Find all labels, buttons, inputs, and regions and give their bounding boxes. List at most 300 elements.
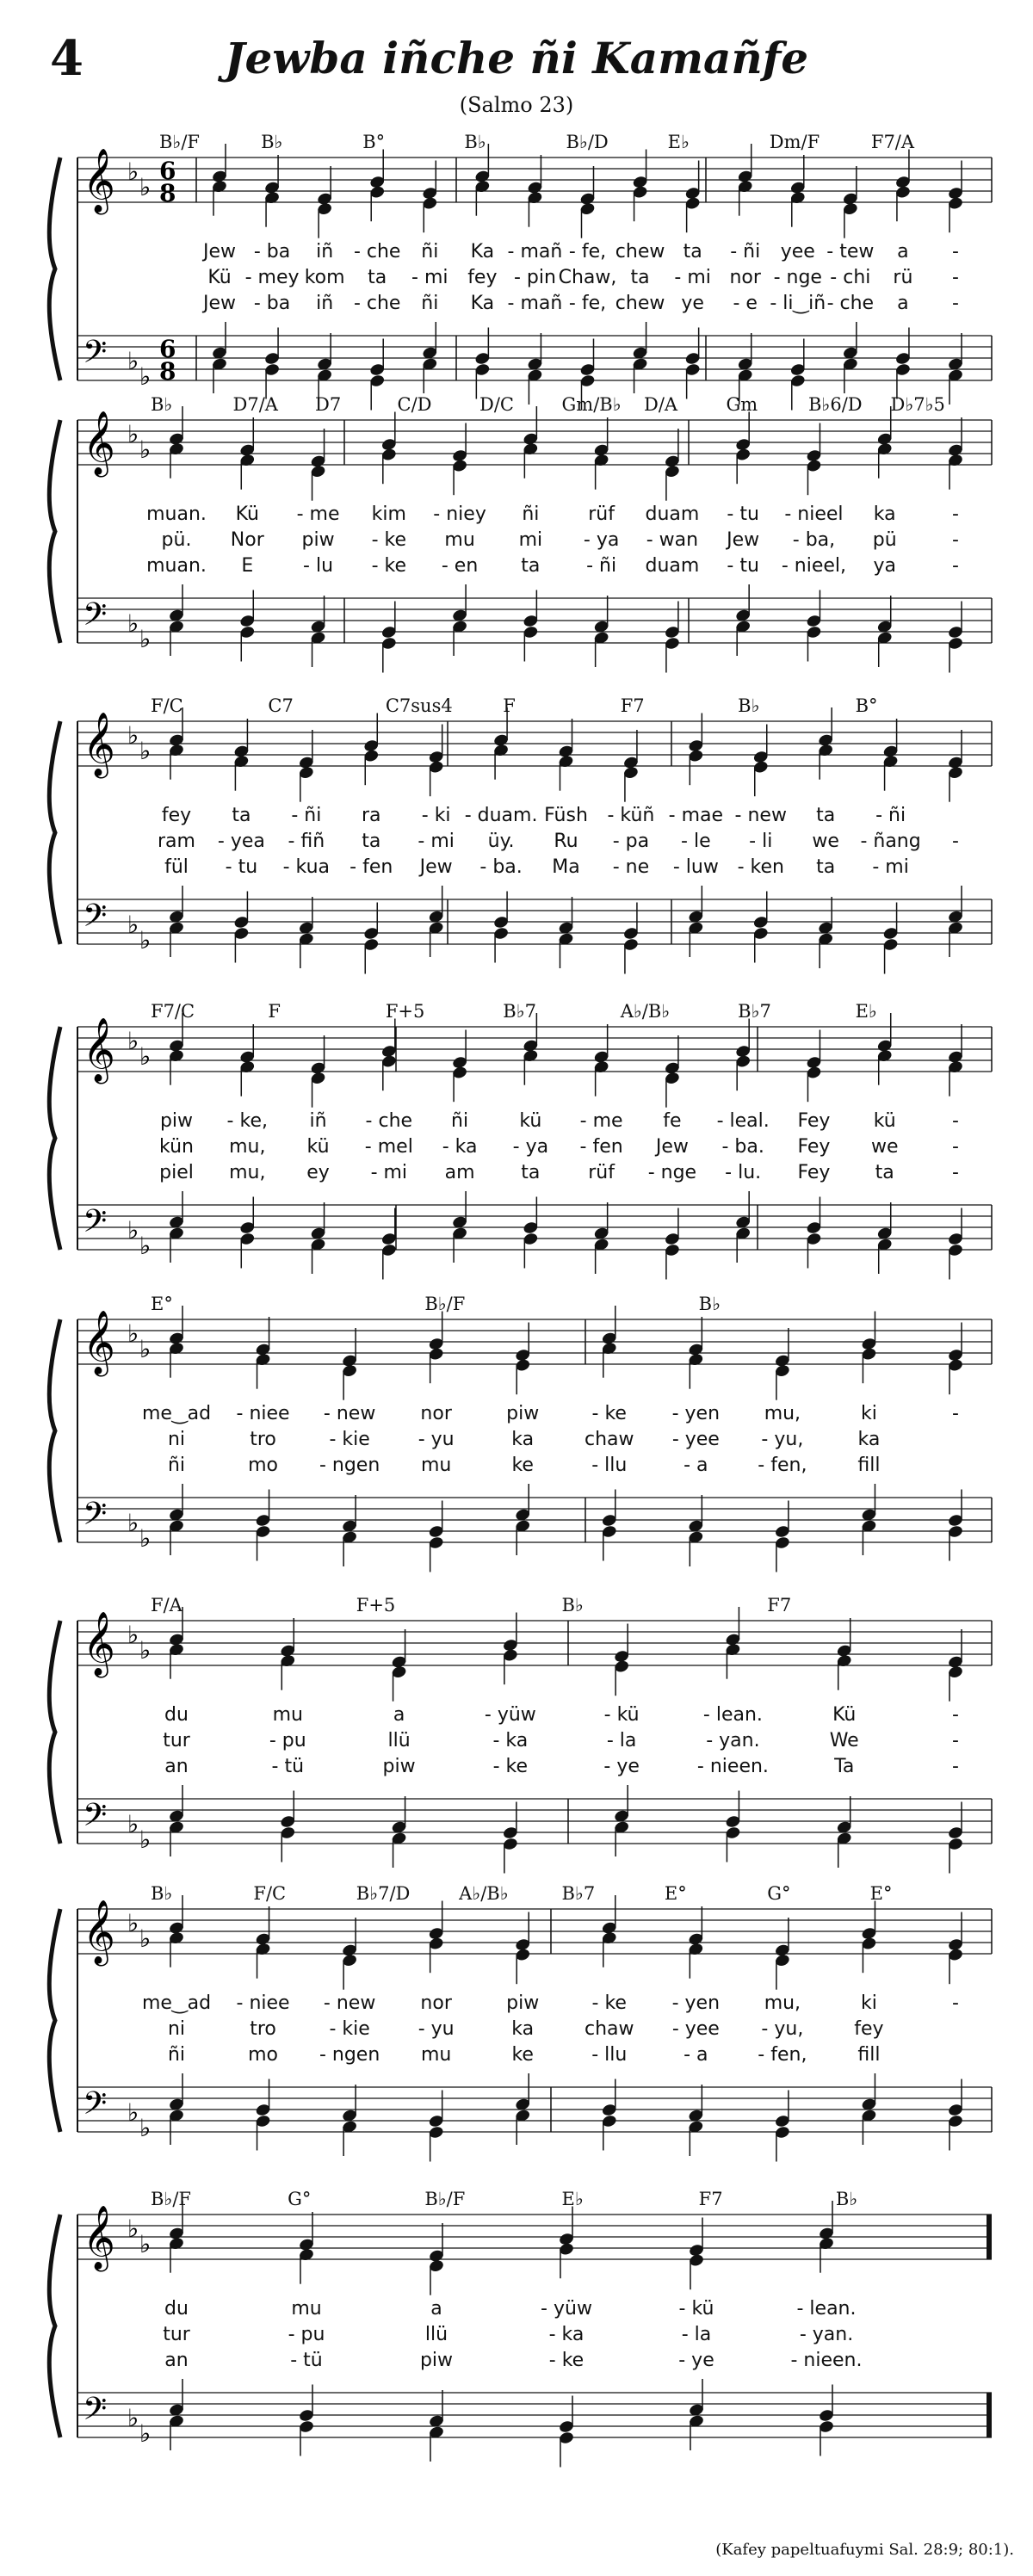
flat-icon: ♭ [139,1335,152,1363]
lyric-verse-1: mu [291,2298,322,2320]
hymn-number: 4 [50,30,84,87]
lyric-verse-1: - yüw [484,1704,536,1726]
lyric-verse-3: - ngen [319,1455,380,1476]
lyric-verse-2: chaw [585,1429,634,1450]
flat-icon: ♭ [139,2230,152,2258]
lyric-verse-3: - fe, [568,293,607,314]
lyric-verse-3: rüf [588,1162,615,1183]
lyric-verse-1: du [164,2298,189,2320]
music-system [0,133,1033,417]
flat-icon: ♭ [127,609,139,638]
lyric-verse-1: - yüw [541,2298,592,2320]
lyric-verse-1: Fey [797,1110,831,1132]
chord-symbol: F+5 [385,1001,425,1022]
chord-symbol: F7 [767,1595,792,1615]
lyric-verse-3: E [241,555,254,577]
lyric-verse-1: Kü [235,503,259,525]
treble-clef-icon: 𝄞 [83,1311,115,1374]
chord-symbol: F/C [151,695,183,716]
lyric-verse-2: - mel [364,1136,413,1158]
lyric-verse-2: - yee [671,1429,720,1450]
flat-icon: ♭ [127,2215,139,2243]
lyric-verse-3: mu [420,2044,452,2066]
lyric-verse-1: - [952,1403,959,1424]
chord-symbol: A♭/B♭ [620,1001,671,1022]
flat-icon: ♭ [127,347,139,375]
chord-symbol: B♭ [464,132,486,152]
lyric-verse-1: rüf [588,503,615,525]
music-system [0,2190,1033,2474]
lyric-verse-2: - yu [418,1429,455,1450]
bass-clef-icon: 𝄢 [83,334,108,378]
lyric-verse-1: duam [645,503,700,525]
chord-symbol: E♭ [855,1001,877,1022]
time-signature-top: 6 [159,157,176,185]
chord-symbol: B♭6/D [808,394,863,415]
lyric-verse-3: ñi [167,1455,186,1476]
lyric-verse-2: - [952,831,959,852]
system-brace [49,1909,60,2132]
staff-graphics [0,2190,1033,2474]
lyric-verse-1: fe [663,1110,682,1132]
lyric-verse-1: - fe, [568,241,607,263]
lyric-verse-2: Nor [230,529,264,551]
lyric-verse-1: chew [615,241,665,263]
lyric-verse-3: - a [684,2044,708,2066]
bass-clef-icon: 𝄢 [83,1797,108,1841]
lyric-verse-3: - nge [647,1162,697,1183]
chord-symbol: D/C [479,394,514,415]
lyric-verse-2: - yan. [799,2324,854,2345]
lyric-verse-3: fül [164,856,189,878]
lyric-verse-1: - ki [421,805,451,826]
lyric-verse-1: ta [683,241,702,263]
lyric-verse-2: üy. [487,831,515,852]
chord-symbol: B♭7 [738,1001,771,1022]
bass-clef-icon: 𝄢 [83,1203,108,1247]
lyric-verse-1: - kü [603,1704,640,1726]
lyric-verse-2: tro [250,1429,276,1450]
lyric-verse-2: - ba, [792,529,836,551]
lyric-verse-3: - fen, [758,1455,807,1476]
lyric-verse-3: - en [441,555,479,577]
lyric-verse-2: - chi [830,267,871,288]
lyric-verse-1: - [952,1704,959,1726]
flat-icon: ♭ [127,158,139,186]
lyric-verse-3: - ñi [586,555,617,577]
lyric-verse-1: - [952,503,959,525]
lyric-verse-3: - ye [678,2350,714,2371]
lyric-verse-2: - pin [513,267,556,288]
music-system [0,1885,1033,2169]
lyric-verse-3: - ke [492,1756,529,1777]
flat-icon: ♭ [139,926,152,954]
lyric-verse-1: ka [873,503,896,525]
lyric-verse-2: ka [511,2018,535,2040]
lyric-verse-2: nor [729,267,761,288]
system-brace [49,1621,60,1844]
chord-symbol: F7/A [870,132,915,152]
lyric-verse-3: ke [511,2044,534,2066]
chord-symbol: A♭/B♭ [459,1883,509,1904]
flat-icon: ♭ [139,1042,152,1071]
lyric-verse-2: Jew [727,529,760,551]
lyric-verse-2: mu, [229,1136,266,1158]
lyric-verse-1: ki [861,1992,877,2014]
lyric-verse-3: - nieen. [790,2350,863,2371]
flat-icon: ♭ [127,1509,139,1537]
lyric-verse-2: - ya [512,1136,549,1158]
lyric-verse-1: piw [506,1992,540,2014]
system-brace [49,1027,60,1250]
lyric-verse-3: Ta [834,1756,855,1777]
hymn-subtitle: (Salmo 23) [459,93,574,117]
lyric-verse-3: - [952,1756,959,1777]
lyric-verse-1: Jew [202,241,237,263]
lyric-verse-3: mo [248,1455,278,1476]
lyric-verse-1: - ñi [730,241,761,263]
hymn-title: Jewba iñche ñi Kamañfe [224,33,809,83]
lyric-verse-1: - lean. [796,2298,857,2320]
chord-symbol: B♭/F [159,132,200,152]
lyric-verse-1: - che [353,241,401,263]
chord-symbol: B♭ [561,1595,584,1615]
lyric-verse-3: - che [353,293,401,314]
lyric-verse-3: - [952,555,959,577]
bass-clef-icon: 𝄢 [83,898,108,942]
lyric-verse-1: iñ [316,241,334,263]
lyric-verse-1: - kü [678,2298,714,2320]
lyric-verse-3: - [952,293,959,314]
lyric-verse-2: Ru [554,831,578,852]
bass-clef-icon: 𝄢 [83,1496,108,1540]
lyric-verse-2: mi [518,529,543,551]
lyric-verse-2: - mi [411,267,448,288]
lyric-verse-3: - luw [672,856,719,878]
lyric-verse-1: mu [272,1704,303,1726]
lyric-verse-1: - nieel [784,503,844,525]
lyric-verse-2: fey [467,267,498,288]
lyric-verse-2: ni [167,1429,186,1450]
lyric-verse-2: - fen [579,1136,623,1158]
lyric-verse-2: - li [749,831,773,852]
bass-clef-icon: 𝄢 [83,2085,108,2129]
chord-symbol: F7/C [151,1001,195,1022]
lyric-verse-3: - fen [349,856,393,878]
lyric-verse-1: - [952,1992,959,2014]
lyric-verse-1: me‿ad [141,1403,212,1424]
music-system [0,1003,1033,1287]
flat-icon: ♭ [139,1825,152,1854]
lyric-verse-2: kün [159,1136,194,1158]
flat-icon: ♭ [139,1232,152,1260]
lyric-verse-1: - ba [253,241,291,263]
lyric-verse-2: llü [424,2324,448,2345]
lyric-verse-2: ram [158,831,195,852]
lyric-verse-2: tur [163,2324,190,2345]
lyric-verse-2: piw [301,529,335,551]
lyric-verse-1: kü [873,1110,896,1132]
system-brace [49,2215,60,2437]
lyric-verse-3: a [897,293,909,314]
system-brace [49,1319,60,1542]
lyric-verse-2: - yu, [761,2018,804,2040]
lyric-verse-3: ta [816,856,836,878]
lyric-verse-1: - küñ [607,805,655,826]
lyric-verse-3: fill [857,2044,881,2066]
treble-clef-icon: 𝄞 [83,1612,115,1676]
lyric-verse-3: - nieen. [696,1756,769,1777]
lyric-verse-2: - nge [773,267,822,288]
lyric-verse-3: - fen, [758,2044,807,2066]
lyric-verse-3: - mi [370,1162,408,1183]
chord-symbol: B♭/D [566,132,609,152]
lyric-verse-2: pü [872,529,897,551]
lyric-verse-2: - ñang [860,831,921,852]
chord-symbol: G° [767,1883,791,1904]
lyric-verse-3: - ngen [319,2044,380,2066]
lyric-verse-2: Kü [207,267,232,288]
lyric-verse-3: - tu [225,856,258,878]
lyric-verse-1: ta [816,805,836,826]
lyric-verse-2: kom [304,267,345,288]
flat-icon: ♭ [139,2114,152,2142]
system-brace [49,158,60,380]
flat-icon: ♭ [127,1810,139,1838]
treble-clef-icon: 𝄞 [83,2206,115,2270]
chord-symbol: G° [288,2189,312,2209]
lyric-verse-3: mu [420,1455,452,1476]
lyric-verse-2: we [812,831,839,852]
lyric-verse-2: ka [511,1429,535,1450]
chord-symbol: D/A [644,394,678,415]
lyric-verse-3: piel [159,1162,194,1183]
lyric-verse-2: chaw [585,2018,634,2040]
lyric-verse-2: we [870,1136,899,1158]
bass-clef-icon: 𝄢 [83,596,108,640]
chord-symbol: F/C [253,1883,287,1904]
lyric-verse-2: - yu, [761,1429,804,1450]
treble-clef-icon: 𝄞 [83,411,115,475]
lyric-verse-3: - lu [303,555,334,577]
chord-symbol: B♭ [151,1883,173,1904]
lyric-verse-2: mu [444,529,475,551]
lyric-verse-3: chew [615,293,665,314]
chord-symbol: E♭ [667,132,690,152]
flat-icon: ♭ [139,625,152,653]
lyric-verse-2: - [952,267,959,288]
lyric-verse-3: - ye [603,1756,640,1777]
chord-symbol: D♭7♭5 [890,394,945,415]
chord-symbol: F [268,1001,281,1022]
lyric-verse-3: Jew [419,856,453,878]
chord-symbol: E° [869,1883,893,1904]
lyric-verse-1: - [952,241,959,263]
chord-symbol: Gm [726,394,758,415]
lyric-verse-3: - che [826,293,875,314]
lyric-verse-2: Fey [797,1136,831,1158]
lyric-verse-1: - leal. [716,1110,770,1132]
flat-icon: ♭ [127,1027,139,1055]
lyric-verse-3: - lu. [725,1162,762,1183]
lyric-verse-2: pü. [161,529,192,551]
lyric-verse-1: ñi [451,1110,469,1132]
flat-icon: ♭ [139,436,152,464]
flat-icon: ♭ [139,1924,152,1953]
lyric-verse-2: fey [854,2018,884,2040]
time-signature-bottom: 8 [159,179,176,207]
lyric-verse-2: llü [387,1730,411,1751]
lyric-verse-1: mu, [764,1992,801,2014]
lyric-verse-2: - le [681,831,711,852]
lyric-verse-3: muan. [146,555,207,577]
lyric-verse-1: - niee [236,1403,290,1424]
lyric-verse-3: Jew [202,293,237,314]
chord-symbol: C7 [268,695,294,716]
flat-icon: ♭ [127,1621,139,1649]
lyric-verse-1: ki [861,1403,877,1424]
lyric-verse-2: tur [163,1730,190,1751]
music-system [0,396,1033,680]
lyric-verse-3: - llu [591,2044,628,2066]
lyric-verse-2: - [952,1136,959,1158]
lyric-verse-3: fill [857,1455,881,1476]
flat-icon: ♭ [139,362,152,391]
lyric-verse-2: - yea [217,831,265,852]
lyric-verse-2: - pu [269,1730,306,1751]
lyric-verse-3: ta [521,555,541,577]
lyric-verse-3: - tü [271,1756,305,1777]
chord-symbol: D7/A [232,394,278,415]
lyric-verse-1: a [430,2298,442,2320]
lyric-verse-3: - a [684,1455,708,1476]
lyric-verse-1: a [897,241,909,263]
chord-symbol: F7 [698,2189,723,2209]
chord-symbol: D7 [315,394,342,415]
chord-symbol: Dm/F [769,132,820,152]
lyric-verse-3: - ne [612,856,650,878]
lyric-verse-1: a [393,1704,405,1726]
chord-symbol: B♭ [151,394,173,415]
flat-icon: ♭ [127,1909,139,1937]
chord-symbol: B♭ [738,695,760,716]
lyric-verse-1: - tu [727,503,759,525]
lyric-verse-2: - ba. [721,1136,764,1158]
music-system [0,1295,1033,1579]
lyric-verse-1: muan. [146,503,207,525]
flat-icon: ♭ [139,1524,152,1553]
lyric-verse-1: kü [519,1110,542,1132]
lyric-verse-2: ka [857,1429,881,1450]
lyric-verse-3: mu, [229,1162,266,1183]
lyric-verse-1: - duam. [464,805,538,826]
lyric-verse-3: - llu [591,1455,628,1476]
lyric-verse-2: - ka [442,1136,478,1158]
chord-symbol: B♭/F [424,2189,466,2209]
lyric-verse-3: duam [645,555,700,577]
lyric-verse-2: - mi [674,267,711,288]
lyric-verse-3: mo [248,2044,278,2066]
lyric-verse-1: fey [161,805,192,826]
chord-symbol: B♭7/D [356,1883,411,1904]
lyric-verse-1: - yen [671,1992,721,2014]
lyric-verse-2: - mey [244,267,300,288]
lyric-verse-1: - niey [433,503,486,525]
lyric-verse-2: ta [362,831,381,852]
music-system [0,697,1033,981]
lyric-verse-3: Ka [470,293,495,314]
lyric-verse-1: - mañ [507,241,563,263]
lyric-verse-1: nor [420,1403,452,1424]
flat-icon: ♭ [127,420,139,448]
lyric-verse-2: - [952,1730,959,1751]
lyric-verse-3: ya [873,555,896,577]
lyric-verse-2: - yee [671,2018,720,2040]
lyric-verse-1: ñi [522,503,540,525]
chord-symbol: F7 [620,695,645,716]
lyric-verse-3: ta [521,1162,541,1183]
lyric-verse-1: iñ [309,1110,327,1132]
lyric-verse-3: - ke [371,555,407,577]
lyric-verse-2: - [952,529,959,551]
lyric-verse-1: kim [371,503,406,525]
lyric-verse-2: - pa [612,831,650,852]
flat-icon: ♭ [139,1636,152,1665]
lyric-verse-1: - ñi [291,805,322,826]
music-system [0,1597,1033,1881]
flat-icon: ♭ [127,911,139,939]
final-barline [987,2215,992,2259]
lyric-verse-1: mu, [764,1403,801,1424]
flat-icon: ♭ [127,2098,139,2127]
lyric-verse-3: - tü [290,2350,323,2371]
bass-clef-icon: 𝄢 [83,2391,108,2435]
treble-clef-icon: 𝄞 [83,149,115,213]
chord-symbol: B♭7 [503,1001,536,1022]
lyric-verse-3: ñi [421,293,439,314]
lyric-verse-3: - li‿iñ [770,293,826,314]
lyric-verse-2: - la [681,2324,712,2345]
chord-symbol: C7sus4 [385,695,453,716]
lyric-verse-2: - pu [288,2324,325,2345]
lyric-verse-3: - e [733,293,758,314]
lyric-verse-2: We [829,1730,859,1751]
lyric-verse-1: - [952,1110,959,1132]
lyric-verse-3: - ba [253,293,291,314]
lyric-verse-1: - ke, [226,1110,268,1132]
lyric-verse-1: ta [232,805,251,826]
chord-symbol: B♭ [835,2189,858,2209]
lyric-verse-2: - ka [548,2324,585,2345]
lyric-verse-3: an [164,1756,189,1777]
lyric-verse-1: - che [365,1110,413,1132]
chord-symbol: C/D [397,394,432,415]
footer-reference: (Kafey papeltuafuymi Sal. 28:9; 80:1). [715,2541,1014,2559]
flat-icon: ♭ [139,737,152,765]
lyric-verse-2: - yu [418,2018,455,2040]
chord-symbol: B♭ [698,1294,721,1314]
lyric-verse-1: - ke [591,1992,627,2014]
lyric-verse-3: iñ [316,293,334,314]
lyric-verse-1: - me [579,1110,623,1132]
chord-symbol: F+5 [356,1595,396,1615]
flat-icon: ♭ [139,2419,152,2448]
lyric-verse-2: Jew [655,1136,689,1158]
lyric-verse-2: ta [368,267,387,288]
chord-symbol: B♭ [261,132,283,152]
lyric-verse-2: - la [606,1730,637,1751]
lyric-verse-3: ye [681,293,704,314]
